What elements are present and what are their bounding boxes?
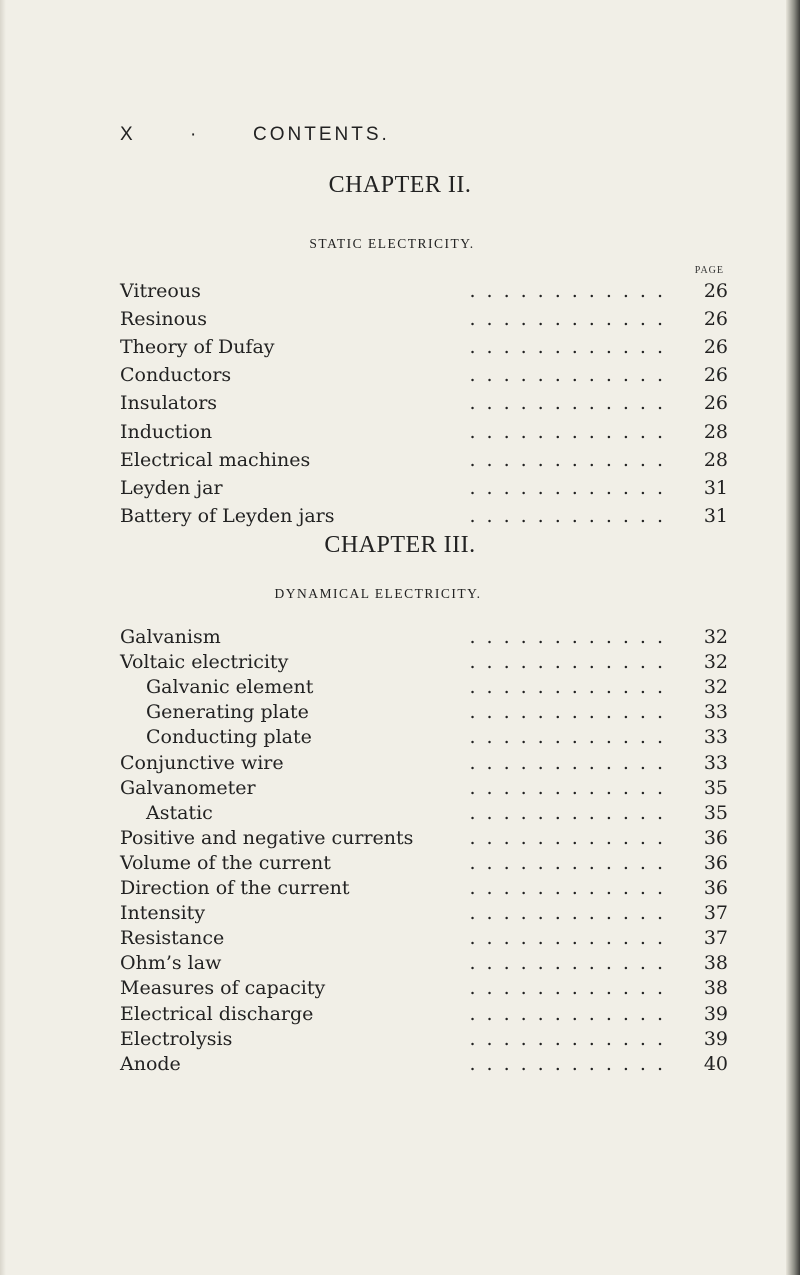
toc-entry-page-number: 26: [703, 280, 728, 302]
dot-leader: ............: [469, 851, 674, 874]
toc-entry-title: Generating plate: [146, 701, 309, 724]
toc-entry-title: Intensity: [120, 902, 206, 925]
toc-entry: [0, 874, 800, 902]
toc-entry-title: Resistance: [120, 927, 225, 950]
dot-leader: ............: [469, 420, 674, 443]
toc-entry-page-number: 39: [703, 1002, 728, 1025]
dot-leader: ............: [469, 280, 674, 302]
toc-entry: [0, 623, 800, 651]
dot-leader: ............: [469, 336, 674, 359]
dot-leader: ............: [469, 927, 674, 950]
toc-entry-title: Astatic: [146, 801, 213, 824]
toc-entry-page-number: 32: [703, 676, 728, 699]
dot-leader: ............: [469, 1027, 674, 1050]
toc-entry: [0, 974, 800, 1002]
toc-entry-page-number: 37: [703, 902, 728, 925]
toc-entry-title: Direction of the current: [120, 877, 350, 899]
toc-entry: [0, 698, 800, 726]
dot-leader: ............: [469, 776, 674, 799]
toc-entry: [0, 849, 800, 877]
toc-entry: [0, 305, 800, 333]
chapter-2-subtitle: STATIC ELECTRICITY.: [309, 236, 475, 251]
toc-entry: [0, 502, 800, 530]
dot-leader: ............: [469, 308, 674, 331]
toc-entry-page-number: 31: [703, 476, 728, 499]
toc-entry-page-number: 35: [703, 776, 728, 799]
toc-entry: [0, 774, 800, 802]
toc-entry: [0, 1000, 800, 1028]
toc-entry: [0, 1025, 800, 1053]
toc-entry-title: Conducting plate: [146, 726, 312, 749]
toc-entry: [0, 277, 800, 305]
toc-entry-title: Positive and negative currents: [120, 826, 414, 849]
toc-entry-page-number: 35: [703, 801, 728, 824]
toc-entry: [0, 949, 800, 977]
dot-leader: ............: [469, 476, 674, 499]
toc-entry-page-number: 28: [703, 420, 728, 443]
toc-entry-page-number: 26: [703, 392, 728, 415]
running-head-separator: ·: [190, 124, 200, 145]
toc-entry-title: Vitreous: [120, 280, 201, 302]
running-head: [0, 124, 800, 154]
dot-leader: ............: [469, 1052, 674, 1075]
dot-leader: ............: [469, 826, 674, 849]
toc-entry-title: Anode: [120, 1052, 181, 1075]
toc-entry-page-number: 31: [703, 504, 728, 527]
toc-entry-title: Resinous: [120, 308, 208, 331]
toc-entry-page-number: 38: [703, 952, 728, 975]
dot-leader: ............: [469, 902, 674, 925]
toc-entry-title: Battery of Leyden jars: [120, 504, 335, 527]
dot-leader: ............: [469, 701, 674, 724]
toc-entry: [0, 474, 800, 502]
toc-entry-page-number: 28: [703, 448, 728, 471]
page-folio: X: [120, 124, 136, 145]
dot-leader: ............: [469, 626, 674, 648]
toc-entry-title: Electrical discharge: [120, 1002, 314, 1025]
chapter-3-title: CHAPTER III.: [324, 532, 476, 558]
toc-entry: [0, 824, 800, 852]
toc-entry-page-number: 36: [703, 877, 728, 899]
toc-entry-page-number: 38: [703, 977, 728, 1000]
toc-entry: [0, 361, 800, 389]
dot-leader: ............: [469, 392, 674, 415]
toc-entry-title: Electrolysis: [120, 1027, 233, 1050]
toc-entry: [0, 799, 800, 827]
toc-entry: [0, 749, 800, 777]
dot-leader: ............: [469, 448, 674, 471]
toc-entry: [0, 673, 800, 701]
dot-leader: ............: [469, 801, 674, 824]
toc-entry-page-number: 26: [703, 364, 728, 387]
toc-entry-page-number: 26: [703, 308, 728, 331]
toc-entry: [0, 648, 800, 676]
toc-entry-title: Leyden jar: [120, 476, 223, 499]
chapter-3-subtitle: DYNAMICAL ELECTRICITY.: [274, 586, 482, 601]
toc-entry-page-number: 36: [703, 851, 728, 874]
toc-entry-title: Measures of capacity: [120, 977, 326, 1000]
dot-leader: ............: [469, 651, 674, 674]
chapter-2-title: CHAPTER II.: [328, 172, 472, 198]
dot-leader: ............: [469, 364, 674, 387]
toc-entry-title: Volume of the current: [120, 851, 331, 874]
toc-entry: [0, 389, 800, 417]
toc-entry-page-number: 32: [703, 626, 728, 648]
toc-entry-title: Ohm’s law: [120, 952, 222, 975]
toc-entry: [0, 333, 800, 361]
toc-entry-title: Conjunctive wire: [120, 751, 284, 774]
toc-entry: [0, 1050, 800, 1078]
dot-leader: ............: [469, 952, 674, 975]
toc-entry-title: Theory of Dufay: [120, 336, 275, 359]
toc-entry: [0, 723, 800, 751]
toc-entry: [0, 446, 800, 474]
toc-entry-title: Voltaic electricity: [120, 651, 289, 674]
toc-entry-title: Galvanic element: [146, 676, 314, 699]
dot-leader: ............: [469, 676, 674, 699]
toc-entry-title: Electrical machines: [120, 448, 311, 471]
dot-leader: ............: [469, 877, 674, 899]
toc-entry-page-number: 39: [703, 1027, 728, 1050]
page-column-label: PAGE: [694, 265, 724, 276]
toc-entry: [0, 924, 800, 952]
dot-leader: ............: [469, 1002, 674, 1025]
toc-entry-page-number: 40: [703, 1052, 728, 1075]
toc-entry-page-number: 33: [703, 751, 728, 774]
toc-entry-page-number: 36: [703, 826, 728, 849]
toc-entry-page-number: 33: [703, 726, 728, 749]
dot-leader: ............: [469, 751, 674, 774]
toc-entry-title: Induction: [120, 420, 213, 443]
toc-entry-page-number: 37: [703, 927, 728, 950]
toc-entry-title: Galvanism: [120, 626, 221, 648]
toc-entry-page-number: 33: [703, 701, 728, 724]
dot-leader: ............: [469, 977, 674, 1000]
toc-entry-page-number: 32: [703, 651, 728, 674]
running-head-title: CONTENTS.: [253, 124, 390, 145]
toc-entry-title: Conductors: [120, 364, 232, 387]
toc-entry-title: Galvanometer: [120, 776, 256, 799]
toc-entry: [0, 418, 800, 446]
toc-entry-title: Insulators: [120, 392, 218, 415]
toc-entry-page-number: 26: [703, 336, 728, 359]
toc-entry: [0, 899, 800, 927]
dot-leader: ............: [469, 504, 674, 527]
dot-leader: ............: [469, 726, 674, 749]
